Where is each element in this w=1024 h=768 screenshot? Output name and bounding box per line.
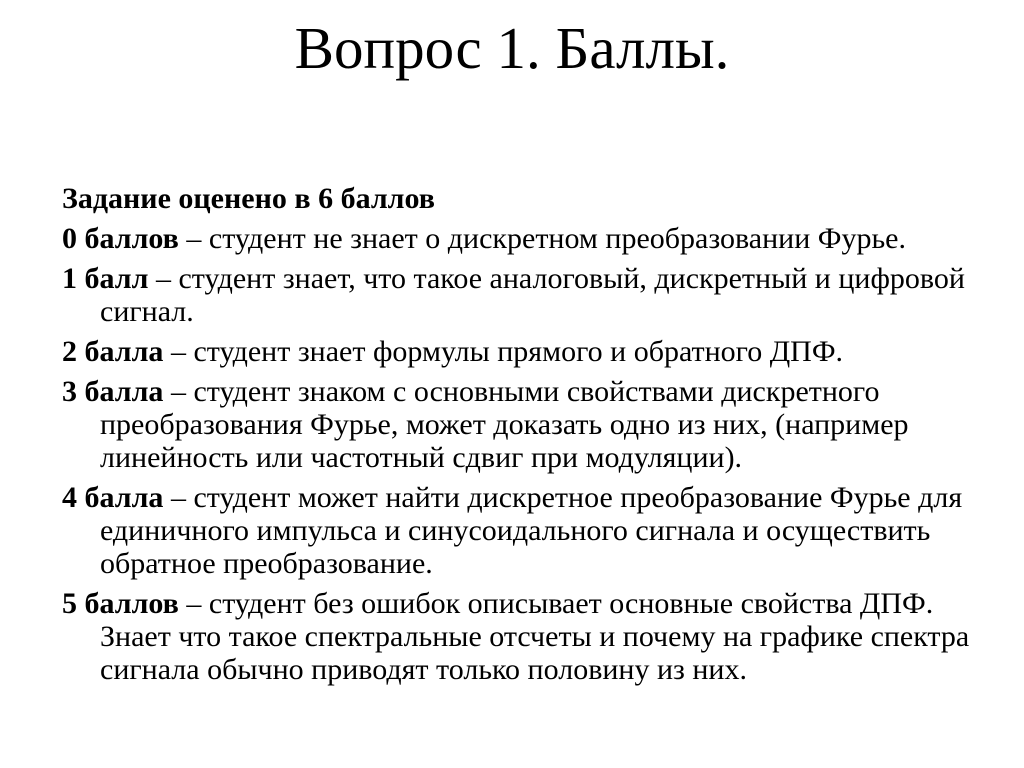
criterion-text: – студент знает, что такое аналоговый, дискретный и цифровой сигнал. [100,262,965,328]
criterion-points: 4 балла [62,481,164,514]
task-intro: Задание оценено в 6 баллов [62,182,435,215]
criterion-points: 0 баллов [62,222,179,255]
criterion-5-points [62,587,992,686]
criterion-text: – студент не знает о дискретном преобразовании Фурье. [178,222,906,255]
criterion-2-points [62,335,992,368]
criterion-0-points [62,222,992,255]
slide-content [62,182,992,693]
criterion-points: 5 баллов [62,587,179,620]
criterion-text: – студент может найти дискретное преобразование Фурье для единичного импульса и синусоидального сигнала и осуществить обратное преобразование. [100,481,963,580]
criterion-1-point [62,262,992,328]
criterion-points: 3 балла [62,375,164,408]
criterion-points: 2 балла [62,335,164,368]
slide-title: Вопрос 1. Баллы. [294,15,730,81]
criterion-points: 1 балл [62,262,149,295]
criterion-text: – студент знаком с основными свойствами дискретного преобразования Фурье, может доказать одно из них, (например линейность или частотный сдвиг при модуляции). [100,375,909,474]
criterion-text: – студент знает формулы прямого и обратного ДПФ. [163,335,844,368]
criterion-3-points [62,375,992,474]
criterion-4-points [62,481,992,580]
criterion-text: – студент без ошибок описывает основные свойства ДПФ. Знает что такое спектральные отсчеты и почему на графике спектра сигнала обычно приводят только половину из них. [100,587,970,686]
